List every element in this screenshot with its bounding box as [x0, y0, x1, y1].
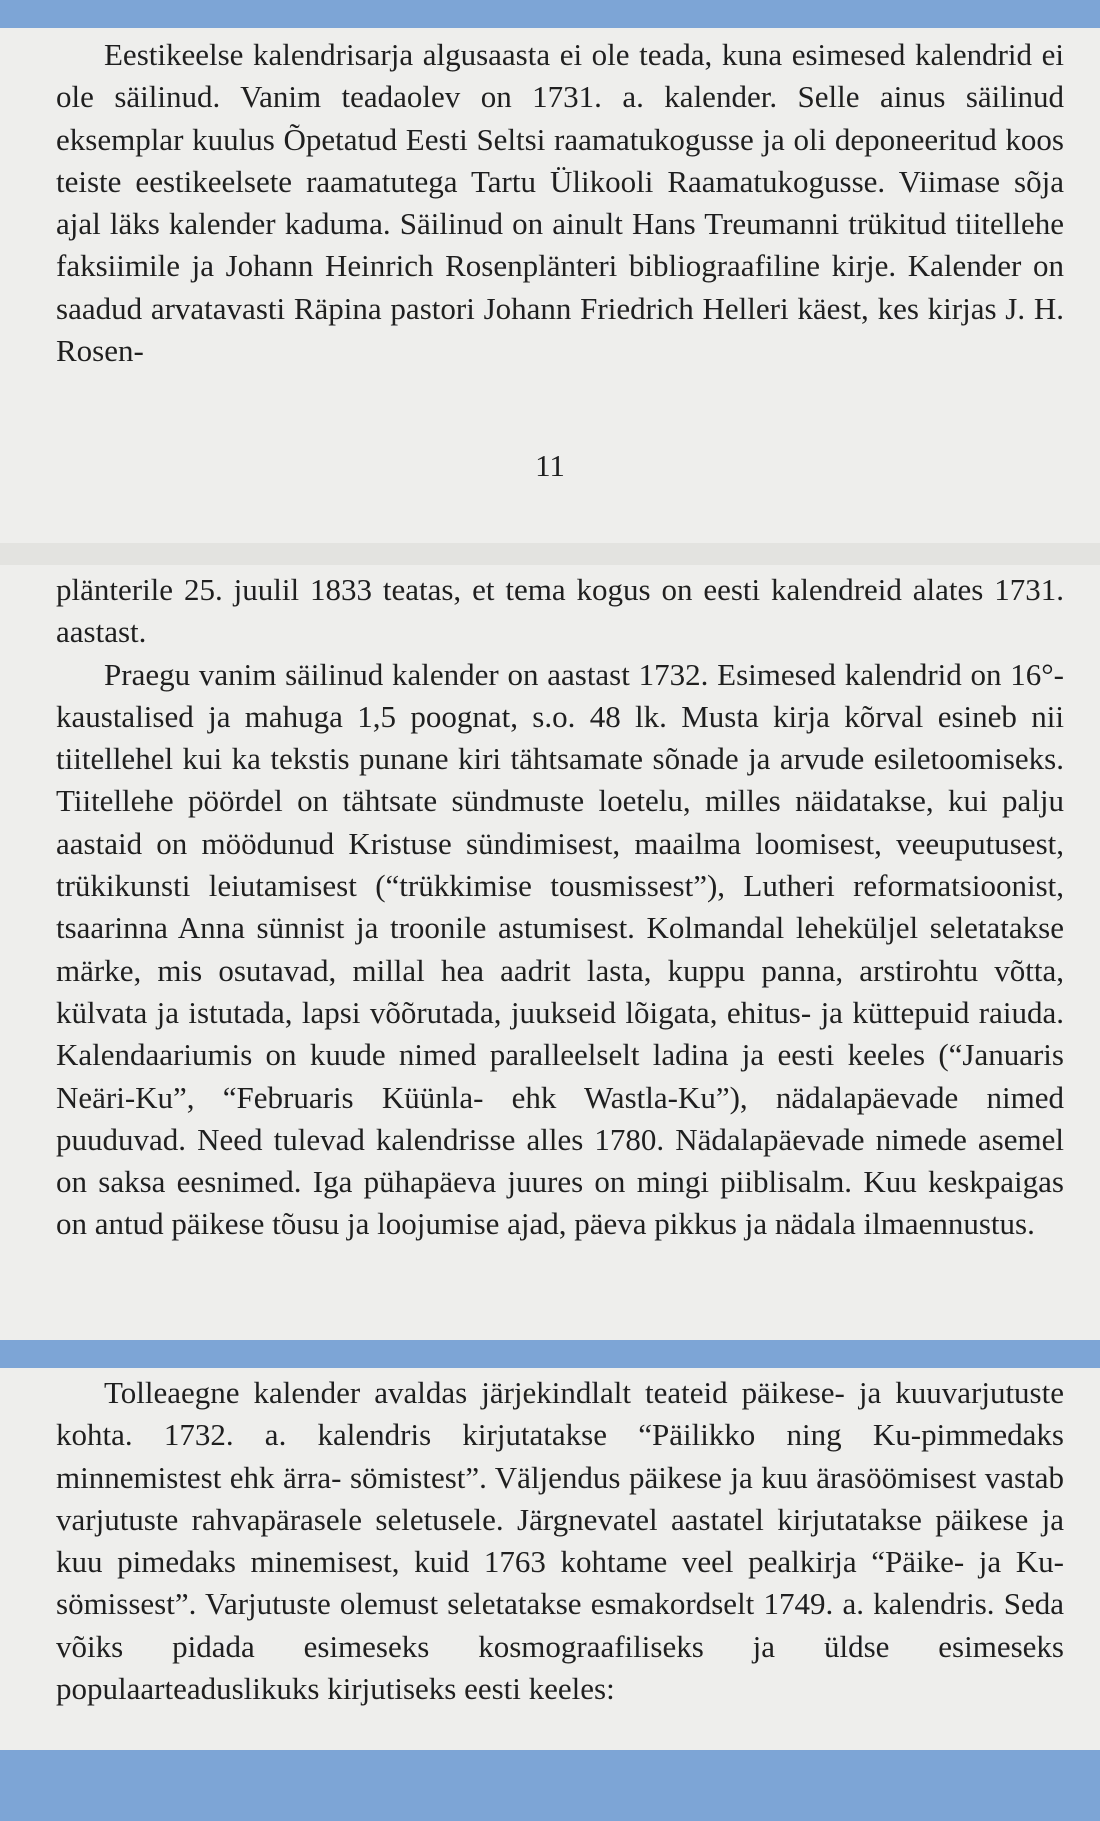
middle-blue-band — [0, 1340, 1100, 1368]
paragraph-calendar-origins: Eestikeelse kalendrisarja algusaasta ei ole teada, kuna esimesed kalendrid ei ole säilinud. Vanim teadaolev on 1731. a. kalender. Selle ainus säilinud eksemplar kuulus Õpetatud Eesti Seltsi raamatukogusse ja oli deponeeritud koos teiste eestikeelsete raamatutega Tartu Ülikooli Raamatukogusse. Viimase sõja ajal läks kalender kaduma. Säilinud on ainult Hans Treumanni trükitud tiitellehe faksiimile ja Johann Heinrich Rosenplänteri bibliograafiline kirje. Kalender on saadud arvatavasti Räpina pastori Johann Friedrich Helleri käest, kes kirjas J. H. Rosen- — [56, 37, 1064, 369]
page-scan-bottom — [0, 1368, 1100, 1750]
page-scan-middle — [0, 565, 1100, 1340]
page-number: 11 — [535, 448, 565, 483]
paragraph-eclipses: Tolleaegne kalender avaldas järjekindlalt teateid päikese- ja kuuvarjutuste kohta. 1732. a. kalendris kirjutatakse “Päilikko ning Ku-pimmedaks minnemistest ehk ärra- sömistest”. Väljendus päikese ja kuu ärasöömisest vastab varjutuste rahvapärasele seletusele. Järgnevatel aastatel kirjutatakse päikese ja kuu pimedaks minemisest, kuid 1763 kohtame veel pealkirja “Päike- ja Ku-sömissest”. Varjutuste olemust seletatakse esmakordselt 1749. a. kalendris. Seda võiks pidada esimeseks kosmograafiliseks ja üldse esimeseks populaarteaduslikuks kirjutiseks eesti keeles: — [56, 1375, 1064, 1707]
bottom-blue-band — [0, 1750, 1100, 1821]
paragraph-rosenplanter-continuation: plänterile 25. juulil 1833 teatas, et tema kogus on eesti kalendreid alates 1731. aastast. — [56, 572, 1064, 650]
paragraph-oldest-calendar: Praegu vanim säilinud kalender on aastast 1732. Esimesed kalendrid on 16°-kaustalised ja mahuga 1,5 poognat, s.o. 48 lk. Musta kirja kõrval esineb nii tiitellehel kui ka tekstis punane kiri tähtsamate sõnade ja arvude esiletoomiseks. Tiitellehe pöördel on tähtsate sündmuste loetelu, milles näidatakse, kui palju aastaid on möödunud Kristuse sündimisest, maailma loomisest, veeuputusest, trükikunsti leiutamisest (“trükkimise tousmissest”), Lutheri reformatsioonist, tsaarinna Anna sünnist ja troonile astumisest. Kolmandal leheküljel seletatakse märke, mis osutavad, millal hea aadrit lasta, kuppu panna, arstirohtu võtta, külvata ja istutada, lapsi võõrutada, juukseid lõigata, ehitus- ja küttepuid raiuda. Kalendaariumis on kuude nimed paralleelselt ladina ja eesti keeles (“Januaris Neäri-Ku”, “Februaris Küünla- ehk Wastla-Ku”), nädalapäevade nimed puuduvad. Need tulevad kalendrisse alles 1780. Nädalapäevade nimede asemel on saksa eesnimed. Iga pühapäeva juures on mingi piiblisalm. Kuu keskpaigas on antud päikese tõusu ja loojumise ajad, päeva pikkus ja nädala ilmaennustus. — [56, 656, 1064, 1242]
top-blue-band — [0, 0, 1100, 28]
scan-separator — [0, 543, 1100, 565]
page-scan-top — [0, 28, 1100, 543]
